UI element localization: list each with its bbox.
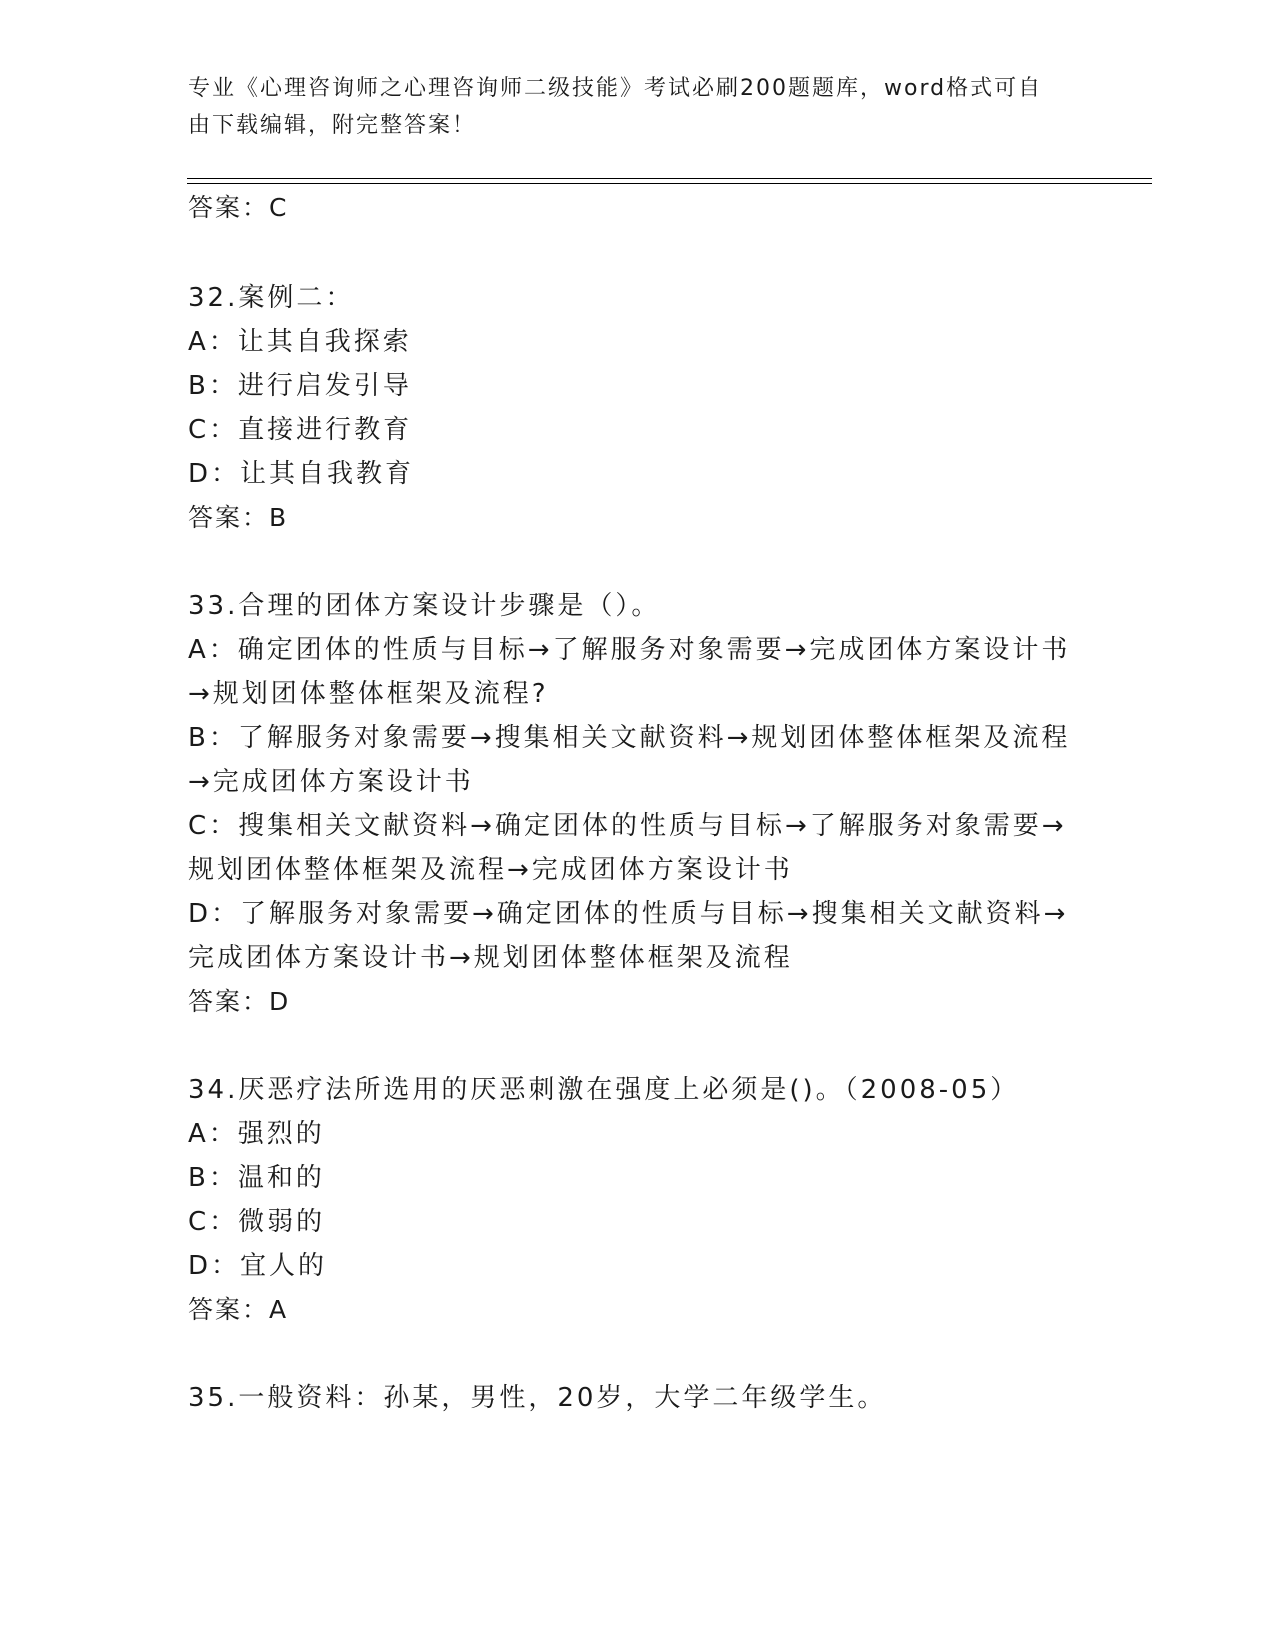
answer-31: 答案：C [188,193,289,222]
answer-32: 答案：B [188,503,289,532]
page-header [188,70,1068,144]
question-32-option-a: A：让其自我探索 [188,327,412,357]
question-32-option-d: D：让其自我教育 [188,459,415,489]
question-32-option-c: C：直接进行教育 [188,415,413,445]
question-33-option-a-line-2: →规划团体整体框架及流程? [188,679,549,709]
header-title-line-1: 专业《心理咨询师之心理咨询师二级技能》考试必刷200题题库，word格式可自 [188,76,1043,101]
question-33-stem: 33.合理的团体方案设计步骤是（）。 [188,591,661,621]
header-title-line-2: 由下载编辑，附完整答案！ [188,113,477,138]
question-32-option-b: B：进行启发引导 [188,371,412,401]
question-33-option-b-line-2: →完成团体方案设计书 [188,767,474,797]
question-33-option-d-line-1: D：了解服务对象需要→确定团体的性质与目标→搜集相关文献资料→ [188,899,1069,929]
question-32-stem: 32.案例二： [188,283,355,313]
question-33-option-b-line-1: B：了解服务对象需要→搜集相关文献资料→规划团体整体框架及流程 [188,723,1071,753]
question-33-option-c-line-2: 规划团体整体框架及流程→完成团体方案设计书 [188,855,793,885]
question-35-stem: 35.一般资料：孙某，男性，20岁，大学二年级学生。 [188,1383,887,1413]
question-34-option-a: A：强烈的 [188,1119,325,1149]
answer-33: 答案：D [188,987,291,1016]
answer-34: 答案：A [188,1295,289,1324]
header-divider-bottom [187,183,1152,184]
question-34-option-d: D：宜人的 [188,1251,328,1281]
question-33-option-c-line-1: C：搜集相关文献资料→确定团体的性质与目标→了解服务对象需要→ [188,811,1067,841]
question-34-option-c: C：微弱的 [188,1207,326,1237]
question-34-stem: 34.厌恶疗法所选用的厌恶刺激在强度上必须是()。（2008-05） [188,1075,1020,1105]
header-divider-top [187,178,1152,179]
question-34-option-b: B：温和的 [188,1163,325,1193]
question-33-option-a-line-1: A：确定团体的性质与目标→了解服务对象需要→完成团体方案设计书 [188,635,1071,665]
question-33-option-d-line-2: 完成团体方案设计书→规划团体整体框架及流程 [188,943,793,973]
